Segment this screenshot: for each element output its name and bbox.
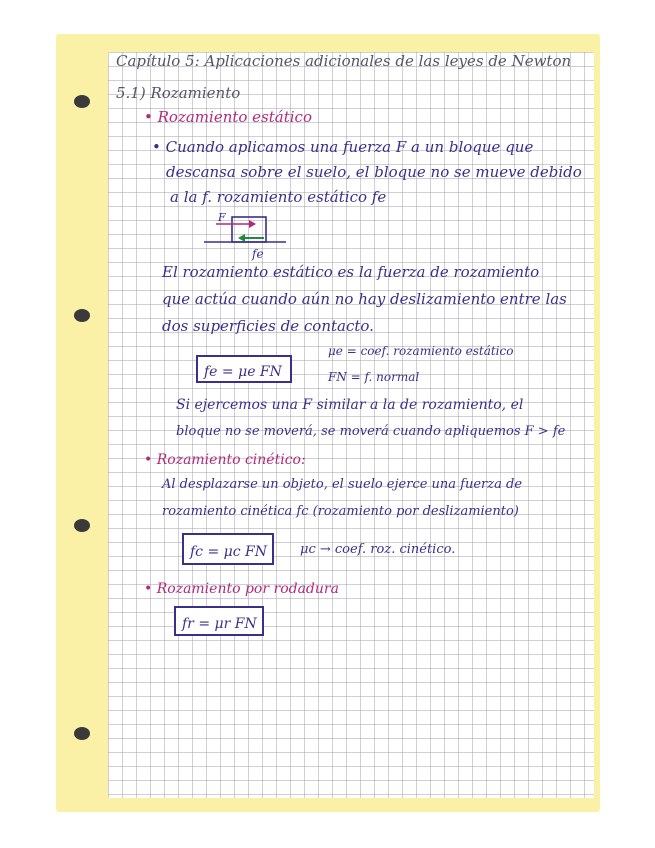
static-legend-fn: FN = f. normal [328, 370, 420, 384]
static-line-1-text: Cuando aplicamos una fuerza F a un bloque que [165, 138, 534, 156]
rolling-formula-box [174, 606, 264, 636]
kinetic-friction-heading: • Rozamiento cinético: [144, 452, 306, 468]
static-definition-2: que actúa cuando aún no hay deslizamiento entre las [162, 290, 567, 308]
static-line-3-symbol: fe [371, 188, 387, 206]
static-note-2: bloque no se moverá, se moverá cuando apliquemos F > fe [176, 424, 566, 439]
static-note-1: Si ejercemos una F similar a la de rozamiento, el [176, 397, 524, 413]
static-line-2: descansa sobre el suelo, el bloque no se mueve debido [166, 163, 582, 181]
static-formula-box [196, 355, 292, 383]
rolling-formula: fr = μr FN [182, 616, 257, 632]
kinetic-line-1: Al desplazarse un objeto, el suelo ejerce una fuerza de [162, 477, 523, 492]
rolling-friction-heading-text: Rozamiento por rodadura [156, 581, 339, 597]
kinetic-line-2: rozamiento cinética fc (rozamiento por deslizamiento) [162, 504, 519, 519]
rolling-friction-heading: • Rozamiento por rodadura [144, 581, 339, 597]
chapter-title: Capítulo 5: Aplicaciones adicionales de las leyes de Newton [116, 52, 572, 70]
friction-label: fe [252, 247, 264, 261]
kinetic-legend: μc → coef. roz. cinético. [300, 542, 456, 557]
kinetic-formula: fc = μc FN [190, 544, 268, 560]
friction-arrowhead [238, 234, 245, 242]
kinetic-friction-heading-text: Rozamiento cinético: [156, 452, 306, 468]
binder-hole [74, 519, 90, 532]
static-line-1: • Cuando aplicamos una fuerza F a un bloque que [152, 138, 534, 156]
force-label: F [218, 211, 226, 224]
static-friction-heading-text: Rozamiento estático [157, 108, 312, 126]
binder-hole [74, 727, 90, 740]
section-heading: 5.1) Rozamiento [116, 84, 241, 102]
static-line-3-prefix: a la f. rozamiento estático [170, 188, 368, 206]
static-definition-1: El rozamiento estático es la fuerza de rozamiento [162, 263, 540, 281]
binder-hole [74, 95, 90, 108]
static-formula: fe = μe FN [204, 364, 282, 380]
binder-hole [74, 309, 90, 322]
static-line-3 [170, 188, 386, 206]
kinetic-formula-box [182, 533, 274, 565]
static-friction-heading: • Rozamiento estático [144, 108, 312, 126]
static-legend-mu: μe = coef. rozamiento estático [328, 344, 514, 358]
block-force-diagram [196, 208, 296, 264]
static-definition-3: dos superficies de contacto. [162, 317, 374, 335]
applied-force-arrowhead [249, 220, 256, 228]
